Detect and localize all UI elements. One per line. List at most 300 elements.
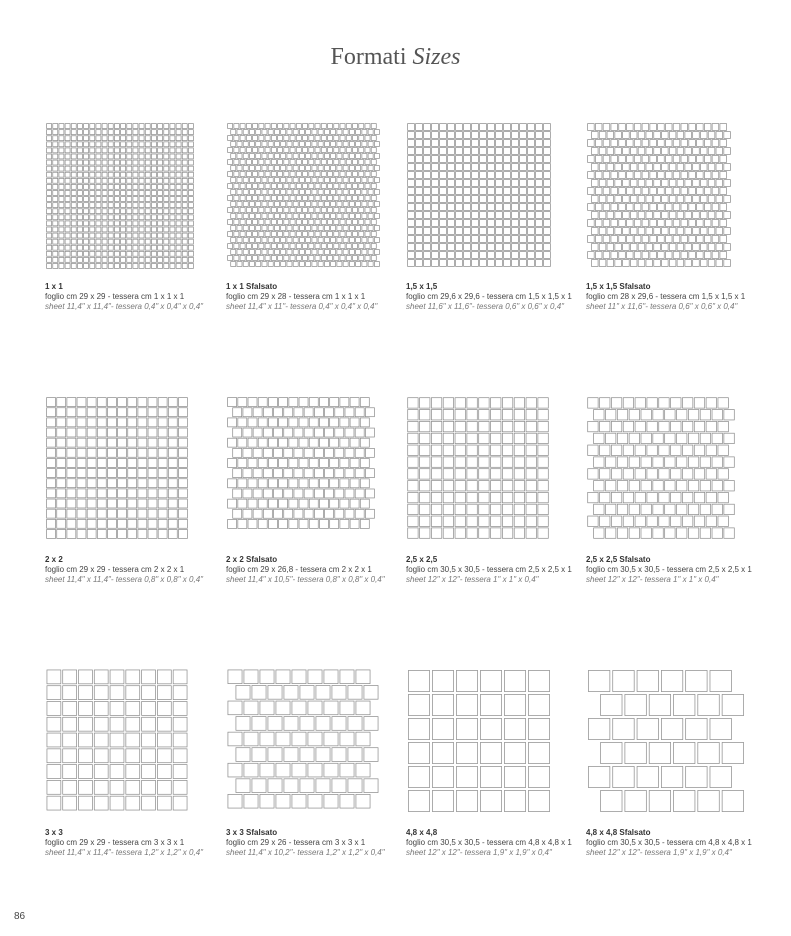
mosaic-tile: [84, 154, 89, 159]
mosaic-tile: [157, 749, 171, 763]
mosaic-tile: [237, 130, 242, 135]
mosaic-tile: [321, 220, 326, 225]
mosaic-tile: [114, 172, 119, 177]
mosaic-tile: [236, 717, 250, 731]
mosaic-tile: [173, 670, 187, 684]
mosaic-tile: [658, 236, 665, 243]
mosaic-tile: [170, 184, 175, 189]
mosaic-tile: [661, 718, 682, 739]
mosaic-tile: [158, 479, 167, 488]
mosaic-tile: [432, 694, 453, 715]
mosaic-tile: [188, 160, 193, 165]
mosaic-tile: [496, 164, 503, 171]
mosaic-tile: [77, 227, 82, 232]
mosaic-tile: [337, 130, 342, 135]
mosaic-tile: [416, 260, 423, 267]
mosaic-tile: [467, 528, 477, 538]
mosaic-tile: [274, 178, 279, 183]
mosaic-tile: [324, 166, 329, 171]
mosaic-tile: [274, 214, 279, 219]
mosaic-tile: [312, 190, 317, 195]
mosaic-tile: [133, 184, 138, 189]
mosaic-tile: [110, 717, 124, 731]
mosaic-tile: [528, 172, 535, 179]
mosaic-tile: [182, 166, 187, 171]
mosaic-tile: [685, 212, 692, 219]
mosaic-tile: [605, 504, 615, 514]
mosaic-tile: [279, 398, 288, 407]
mosaic-tile: [718, 445, 728, 455]
mosaic-tile: [87, 398, 96, 407]
mosaic-tile: [635, 445, 645, 455]
mosaic-tile: [102, 233, 107, 238]
mosaic-tile: [309, 136, 314, 141]
mosaic-tile: [408, 790, 429, 811]
mosaic-tile: [158, 529, 167, 538]
mosaic-tile: [59, 142, 64, 147]
mosaic-tile: [170, 239, 175, 244]
mosaic-tile: [287, 142, 292, 147]
mosaic-tile: [262, 166, 267, 171]
mosaic-tile: [528, 220, 535, 227]
mosaic-tile: [479, 516, 489, 526]
mosaic-tile: [157, 702, 171, 716]
mosaic-tile: [677, 457, 687, 467]
mosaic-tile: [90, 154, 95, 159]
mosaic-tile: [151, 142, 156, 147]
mosaic-tile: [641, 528, 651, 538]
mosaic-tile: [689, 188, 696, 195]
mosaic-tile: [634, 252, 641, 259]
mosaic-tile: [689, 156, 696, 163]
mosaic-tile: [259, 136, 264, 141]
mosaic-tile: [102, 124, 107, 129]
mosaic-tile: [605, 457, 615, 467]
mosaic-tile: [520, 140, 527, 147]
mosaic-tile: [87, 428, 96, 437]
mosaic-tile: [278, 148, 283, 153]
mosaic-tile: [158, 251, 163, 256]
mosaic-tile: [188, 251, 193, 256]
mosaic-tile: [278, 256, 283, 261]
mosaic-tile: [440, 188, 447, 195]
mosaic-tile: [346, 148, 351, 153]
mosaic-tile: [712, 433, 722, 443]
mosaic-tile: [256, 226, 261, 231]
mosaic-tile: [249, 190, 254, 195]
mosaic-tile: [502, 469, 512, 479]
mosaic-tile: [77, 136, 82, 141]
mosaic-tile: [127, 142, 132, 147]
mosaic-tile: [263, 428, 272, 437]
mosaic-tile: [182, 221, 187, 226]
mosaic-tile: [724, 481, 734, 491]
mosaic-tile: [102, 142, 107, 147]
mosaic-tile: [158, 408, 167, 417]
mosaic-tile: [290, 208, 295, 213]
mosaic-tile: [84, 239, 89, 244]
mosaic-tile: [623, 398, 633, 408]
mosaic-tile: [365, 148, 370, 153]
mosaic-tile: [128, 509, 137, 518]
mosaic-tile: [151, 215, 156, 220]
mosaic-tile: [362, 178, 367, 183]
mosaic-tile: [108, 148, 113, 153]
mosaic-tile: [650, 236, 657, 243]
mosaic-tile: [77, 160, 82, 165]
mosaic-tile: [724, 260, 731, 267]
mosaic-tile: [306, 214, 311, 219]
mosaic-tile: [173, 765, 187, 779]
mosaic-tile: [57, 489, 66, 498]
mosaic-tile: [188, 203, 193, 208]
mosaic-tile: [512, 220, 519, 227]
mosaic-tile: [634, 236, 641, 243]
mosaic-tile: [249, 250, 254, 255]
mosaic-tile: [231, 262, 236, 267]
mosaic-tile: [188, 124, 193, 129]
mosaic-tile: [274, 142, 279, 147]
mosaic-tile: [724, 164, 731, 171]
mosaic-tile: [87, 438, 96, 447]
mosaic-tile: [258, 459, 267, 468]
mosaic-tile: [331, 142, 336, 147]
mosaic-tile: [151, 166, 156, 171]
mosaic-tile: [47, 178, 52, 183]
mosaic-tile: [432, 156, 439, 163]
mosaic-tile: [176, 227, 181, 232]
mosaic-tile: [488, 260, 495, 267]
mosaic-tile: [114, 191, 119, 196]
mosaic-tile: [330, 459, 339, 468]
mosaic-tile: [544, 164, 551, 171]
mosaic-tile: [145, 142, 150, 147]
mosaic-tile: [102, 221, 107, 226]
mosaic-tile: [479, 398, 489, 408]
mosaic-tile: [646, 132, 653, 139]
mosaic-tile: [164, 203, 169, 208]
format-caption: [586, 828, 786, 858]
mosaic-tile: [443, 481, 453, 491]
mosaic-tile: [293, 190, 298, 195]
mosaic-tile: [59, 160, 64, 165]
mosaic-tile: [334, 220, 339, 225]
mosaic-tile: [114, 257, 119, 262]
mosaic-tile: [646, 180, 653, 187]
mosaic-tile: [296, 136, 301, 141]
mosaic-tile: [107, 529, 116, 538]
mosaic-tile: [355, 509, 364, 518]
mosaic-tile: [324, 763, 338, 777]
mosaic-tile: [337, 262, 342, 267]
mosaic-tile: [318, 238, 323, 243]
mosaic-tile: [337, 238, 342, 243]
mosaic-tile: [157, 670, 171, 684]
mosaic-tile: [479, 433, 489, 443]
mosaic-tile: [246, 196, 251, 201]
mosaic-tile: [243, 226, 248, 231]
mosaic-tile: [328, 160, 333, 165]
mosaic-tile: [77, 529, 86, 538]
mosaic-tile: [653, 433, 663, 443]
mosaic-tile: [284, 124, 289, 129]
mosaic-tile: [491, 445, 501, 455]
mosaic-tile: [520, 196, 527, 203]
mosaic-tile: [455, 433, 465, 443]
mosaic-tile: [424, 164, 431, 171]
mosaic-tile: [102, 209, 107, 214]
mosaic-tile: [178, 448, 187, 457]
mosaic-tile: [408, 180, 415, 187]
mosaic-tile: [669, 244, 676, 251]
mosaic-tile: [491, 433, 501, 443]
mosaic-tile: [268, 250, 273, 255]
mosaic-tile: [661, 670, 682, 691]
mosaic-tile: [274, 202, 279, 207]
mosaic-tile: [671, 398, 681, 408]
mosaic-tile: [315, 148, 320, 153]
mosaic-tile: [724, 196, 731, 203]
mosaic-tile: [488, 220, 495, 227]
mosaic-tile: [316, 748, 330, 762]
mosaic-tile: [53, 130, 58, 135]
mosaic-tile: [682, 445, 692, 455]
mosaic-tile: [290, 232, 295, 237]
mosaic-tile: [138, 438, 147, 447]
mosaic-tile: [139, 233, 144, 238]
mosaic-tile: [168, 499, 177, 508]
mosaic-tile: [299, 178, 304, 183]
mosaic-tile: [97, 509, 106, 518]
mosaic-tile: [65, 148, 70, 153]
mosaic-tile: [265, 220, 270, 225]
mosaic-tile: [359, 232, 364, 237]
mosaic-tile: [110, 796, 124, 810]
mosaic-tile: [464, 236, 471, 243]
mosaic-tile: [673, 140, 680, 147]
mosaic-tile: [330, 499, 339, 508]
mosaic-tile: [697, 188, 704, 195]
mosaic-tile: [653, 457, 663, 467]
mosaic-tile: [638, 164, 645, 171]
mosaic-tile: [514, 492, 524, 502]
mosaic-tile: [265, 184, 270, 189]
mosaic-tile: [228, 418, 237, 427]
mosaic-tile: [94, 796, 108, 810]
mosaic-tile: [108, 264, 113, 269]
mosaic-tile: [107, 428, 116, 437]
mosaic-tile: [611, 252, 618, 259]
mosaic-tile: [121, 239, 126, 244]
mosaic-tile: [630, 244, 637, 251]
mosaic-tile: [304, 469, 313, 478]
mosaic-tile: [271, 136, 276, 141]
mosaic-tile: [654, 212, 661, 219]
mosaic-tile: [281, 178, 286, 183]
mosaic-tile: [47, 257, 52, 262]
mosaic-tile: [588, 252, 595, 259]
mosaic-tile: [114, 203, 119, 208]
mosaic-tile: [47, 239, 52, 244]
mosaic-tile: [364, 779, 378, 793]
mosaic-tile: [63, 733, 77, 747]
mosaic-tile: [619, 140, 626, 147]
mosaic-1x1-sfalsato: [226, 122, 381, 268]
mosaic-tile: [151, 203, 156, 208]
mosaic-tile: [340, 418, 349, 427]
mosaic-tile: [303, 160, 308, 165]
mosaic-tile: [145, 203, 150, 208]
mosaic-tile: [697, 172, 704, 179]
format-imperial: sheet 11,4" x 11,4"- tessera 1,2" x 1,2" x 0,4": [45, 848, 203, 857]
mosaic-tile: [176, 209, 181, 214]
mosaic-tile: [536, 140, 543, 147]
mosaic-tile: [464, 220, 471, 227]
mosaic-tile: [480, 124, 487, 131]
mosaic-tile: [94, 780, 108, 794]
mosaic-tile: [65, 215, 70, 220]
mosaic-tile: [318, 178, 323, 183]
mosaic-tile: [271, 148, 276, 153]
mosaic-tile: [47, 796, 61, 810]
mosaic-tile: [325, 469, 334, 478]
mosaic-tile: [139, 124, 144, 129]
mosaic-tile: [121, 148, 126, 153]
mosaic-tile: [368, 166, 373, 171]
format-name: 3 x 3 Sfalsato: [226, 828, 278, 837]
mosaic-tile: [615, 212, 622, 219]
mosaic-tile: [84, 136, 89, 141]
mosaic-tile: [520, 132, 527, 139]
mosaic-tile: [349, 142, 354, 147]
mosaic-tile: [512, 196, 519, 203]
mosaic-tile: [47, 227, 52, 232]
mosaic-tile: [243, 154, 248, 159]
mosaic-tile: [182, 172, 187, 177]
mosaic-tile: [371, 160, 376, 165]
mosaic-tile: [309, 459, 318, 468]
mosaic-tile: [63, 765, 77, 779]
mosaic-tile: [65, 221, 70, 226]
mosaic-tile: [611, 156, 618, 163]
mosaic-tile: [324, 262, 329, 267]
mosaic-tile: [448, 244, 455, 251]
mosaic-tile: [47, 733, 61, 747]
mosaic-tile: [258, 438, 267, 447]
mosaic-tile: [79, 717, 93, 731]
mosaic-tile: [238, 398, 247, 407]
mosaic-tile: [284, 748, 298, 762]
mosaic-tile: [504, 140, 511, 147]
mosaic-tile: [617, 410, 627, 420]
mosaic-tile: [164, 142, 169, 147]
mosaic-tile: [599, 244, 606, 251]
mosaic-tile: [346, 124, 351, 129]
mosaic-tile: [491, 410, 501, 420]
mosaic-tile: [47, 702, 61, 716]
mosaic-tile: [324, 670, 338, 684]
mosaic-tile: [408, 204, 415, 211]
format-metric: foglio cm 29 x 29 - tessera cm 1 x 1 x 1: [45, 292, 185, 301]
mosaic-tile: [654, 244, 661, 251]
mosaic-tile: [371, 196, 376, 201]
mosaic-tile: [259, 244, 264, 249]
mosaic-tile: [268, 479, 277, 488]
mosaic-tile: [260, 670, 274, 684]
mosaic-tile: [440, 228, 447, 235]
mosaic-tile: [504, 188, 511, 195]
mosaic-tile: [188, 136, 193, 141]
mosaic-tile: [440, 148, 447, 155]
mosaic-tile: [673, 252, 680, 259]
mosaic-tile: [332, 779, 346, 793]
mosaic-tile: [432, 220, 439, 227]
mosaic-tile: [335, 489, 344, 498]
mosaic-tile: [228, 670, 242, 684]
mosaic-tile: [271, 220, 276, 225]
mosaic-tile: [260, 732, 274, 746]
mosaic-tile: [324, 226, 329, 231]
mosaic-tile: [359, 136, 364, 141]
mosaic-tile: [491, 528, 501, 538]
format-name: 1,5 x 1,5 Sfalsato: [586, 282, 651, 291]
mosaic-tile: [340, 232, 345, 237]
mosaic-tile: [77, 178, 82, 183]
mosaic-tile: [528, 212, 535, 219]
mosaic-tile: [293, 262, 298, 267]
mosaic-tile: [677, 244, 684, 251]
mosaic-tile: [480, 180, 487, 187]
mosaic-tile: [79, 796, 93, 810]
mosaic-tile: [368, 142, 373, 147]
mosaic-tile: [504, 742, 525, 763]
mosaic-tile: [440, 156, 447, 163]
mosaic-tile: [176, 124, 181, 129]
mosaic-tile: [348, 748, 362, 762]
mosaic-tile: [158, 264, 163, 269]
mosaic-tile: [284, 172, 289, 177]
mosaic-tile: [168, 519, 177, 528]
mosaic-tile: [536, 244, 543, 251]
mosaic-tile: [368, 250, 373, 255]
mosaic-tile: [148, 469, 157, 478]
mosaic-tile: [353, 232, 358, 237]
mosaic-tile: [365, 196, 370, 201]
mosaic-tile: [228, 196, 233, 201]
mosaic-tile: [416, 236, 423, 243]
mosaic-tile: [677, 433, 687, 443]
mosaic-tile: [87, 509, 96, 518]
mosaic-tile: [544, 244, 551, 251]
mosaic-tile: [90, 136, 95, 141]
mosaic-tile: [57, 428, 66, 437]
mosaic-tile: [654, 148, 661, 155]
mosaic-tile: [292, 732, 306, 746]
mosaic-tile: [274, 469, 283, 478]
mosaic-tile: [479, 504, 489, 514]
mosaic-tile: [359, 184, 364, 189]
mosaic-tile: [127, 130, 132, 135]
mosaic-tile: [151, 227, 156, 232]
mosaic-tile: [118, 499, 127, 508]
mosaic-tile: [164, 172, 169, 177]
mosaic-tile: [360, 438, 369, 447]
mosaic-tile: [356, 214, 361, 219]
mosaic-tile: [108, 197, 113, 202]
mosaic-tile: [464, 140, 471, 147]
mosaic-tile: [138, 499, 147, 508]
mosaic-tile: [102, 178, 107, 183]
